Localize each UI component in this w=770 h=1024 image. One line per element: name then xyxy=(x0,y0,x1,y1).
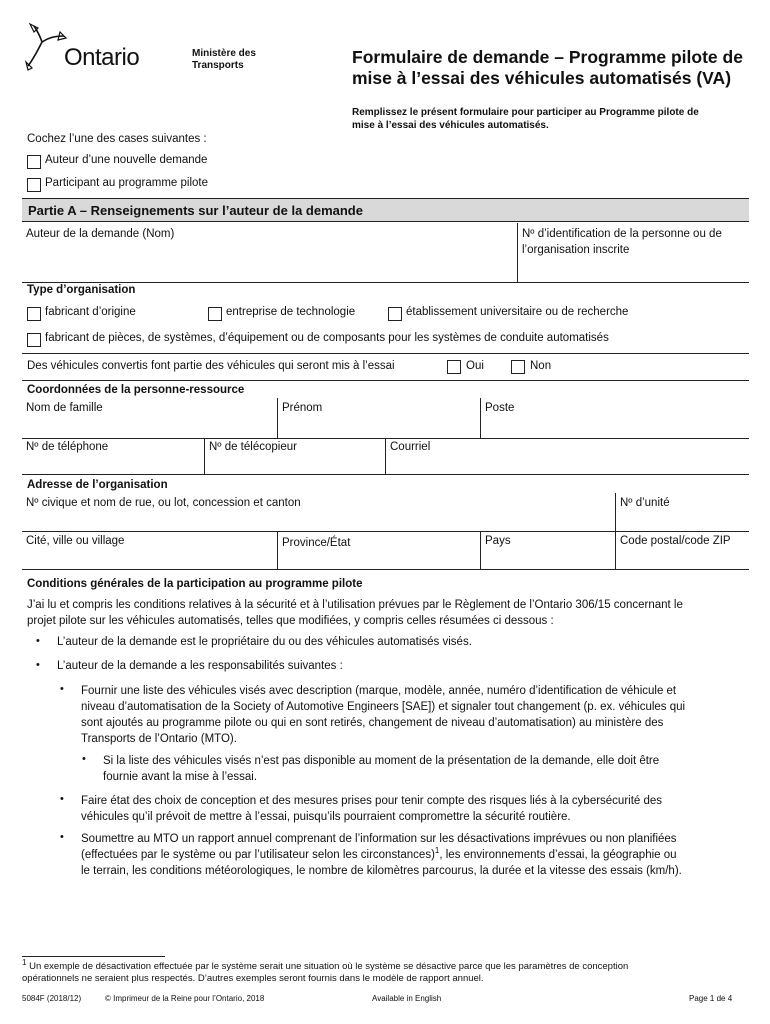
para-text: , les environnements d’essai, la géographie ou xyxy=(439,849,677,861)
org-type-heading: Type d’organisation xyxy=(27,284,136,296)
converted-yes-label: Oui xyxy=(466,360,484,372)
email-field[interactable] xyxy=(386,438,749,474)
footnote-ref: 1 xyxy=(434,846,440,856)
city-label: Cité, ville ou village xyxy=(26,535,125,547)
para-line: Transports de l’Ontario (MTO). xyxy=(81,733,237,745)
applicant-type-prompt: Cochez l’une des cases suivantes : xyxy=(27,133,207,145)
converted-yes-checkbox[interactable] xyxy=(447,360,461,374)
intro-line: J’ai lu et compris les conditions relatives à la sécurité et à l’utilisation prévues par le Règlement de l’Ontario 306/15 concernant le xyxy=(27,599,683,611)
subtitle-line: Remplissez le présent formulaire pour participer au Programme pilote de xyxy=(352,107,699,118)
first-name-label: Prénom xyxy=(282,402,323,414)
title-line: mise à l’essai des véhicules automatisés (VA) xyxy=(352,68,732,88)
para-text: (effectuées par le système ou par l’utilisateur selon les circonstances) xyxy=(81,849,435,861)
trillium-icon xyxy=(24,22,68,72)
footnote-line xyxy=(22,957,629,973)
new-applicant-label: Auteur d’une nouvelle demande xyxy=(45,154,208,166)
applicant-name-field[interactable] xyxy=(22,223,517,282)
applicant-name-label: Auteur de la demande (Nom) xyxy=(26,228,175,240)
ontario-logo xyxy=(24,22,174,72)
available-in-english: Available in English xyxy=(372,994,442,1003)
registration-id-label: l’organisation inscrite xyxy=(522,244,630,256)
footnote xyxy=(22,957,629,985)
country-field[interactable] xyxy=(481,531,615,569)
logo-wordmark: Ontario xyxy=(64,44,140,71)
position-label: Poste xyxy=(485,402,515,414)
ministry-line: Transports xyxy=(192,60,244,71)
street-label: Nº civique et nom de rue, ou lot, concession et canton xyxy=(26,497,301,509)
registration-id-label: Nº d’identification de la personne ou de xyxy=(522,228,722,240)
conditions-intro xyxy=(27,597,683,629)
position-field[interactable] xyxy=(481,398,749,438)
bullet-icon: • xyxy=(60,793,64,805)
form-subtitle xyxy=(352,106,699,132)
para-line: Fournir une liste des véhicules visés avec description (marque, modèle, année, numéro d’identification de véhicule et xyxy=(81,685,677,697)
province-field[interactable] xyxy=(278,531,480,569)
converted-vehicles-question: Des véhicules convertis font partie des véhicules qui seront mis à l’essai xyxy=(27,360,395,372)
intro-line: projet pilote sur les véhicules automatisés, telles que modifiées, y compris celles résumées ci dessous : xyxy=(27,615,554,627)
copyright: © Imprimeur de la Reine pour l’Ontario, 2018 xyxy=(105,994,265,1003)
province-label: Province/État xyxy=(282,537,351,549)
bullet-icon: • xyxy=(36,659,40,671)
page-number: Page 1 de 4 xyxy=(689,994,733,1003)
para-line: véhicules qu’il prévoit de mettre à l’essai, puisqu’ils pourraient compromettre la sécurité routière. xyxy=(81,811,571,823)
para-line: fournie avant la mise à l’essai. xyxy=(103,771,258,783)
para-line: le terrain, les conditions météorologiques, le nombre de kilomètres parcourus, la durée et la vitesse des essais (km/h). xyxy=(81,865,682,877)
bullet-icon: • xyxy=(60,683,64,695)
conditions-heading: Conditions générales de la participation au programme pilote xyxy=(27,578,363,590)
unit-field[interactable] xyxy=(616,493,749,531)
bullet-icon: • xyxy=(36,635,40,647)
email-label: Courriel xyxy=(390,441,431,453)
bullet-icon: • xyxy=(82,753,86,765)
participant-label: Participant au programme pilote xyxy=(45,177,208,189)
para-line: sont ajoutés au programme pilote ou qui en sont retirés, changement de niveau d’automatisation) au ministère des xyxy=(81,717,664,729)
responsibility-vehicle-list xyxy=(81,683,685,747)
para-line: Soumettre au MTO un rapport annuel comprenant de l’information sur les désactivations imprévues ou non planifiées xyxy=(81,833,677,845)
tech-company-checkbox[interactable] xyxy=(208,307,222,321)
converted-no-checkbox[interactable] xyxy=(511,360,525,374)
condition-responsibilities: L’auteur de la demande a les responsabilités suivantes : xyxy=(57,660,343,672)
postal-code-field[interactable] xyxy=(616,531,749,569)
bullet-icon: • xyxy=(60,831,64,843)
registration-id-field[interactable] xyxy=(518,223,749,282)
tech-company-label: entreprise de technologie xyxy=(226,306,356,318)
new-applicant-checkbox[interactable] xyxy=(27,155,41,169)
footnote-line: opérationnels ne seraient plus respectés. D’autres exemples seront fournis dans le modèle de rapport annuel. xyxy=(22,973,484,984)
postal-code-label: Code postal/code ZIP xyxy=(620,535,731,547)
last-name-label: Nom de famille xyxy=(26,402,103,414)
street-field[interactable] xyxy=(22,493,615,531)
fax-label: Nº de télécopieur xyxy=(209,441,297,453)
university-checkbox[interactable] xyxy=(388,307,402,321)
ministry-line: Ministère des xyxy=(192,48,256,59)
title-line: Formulaire de demande – Programme pilote de xyxy=(352,47,743,67)
parts-manufacturer-label: fabricant de pièces, de systèmes, d’équipement ou de composants pour les systèmes de conduite automatisés xyxy=(45,332,609,344)
footnote-text: Un exemple de désactivation effectuée par le système serait une situation où le système se désactive parce que les paramètres de conception xyxy=(29,961,629,972)
responsibility-list-timing xyxy=(103,753,659,785)
part-a-heading: Partie A – Renseignements sur l’auteur de la demande xyxy=(22,198,749,222)
subtitle-line: mise à l’essai des véhicules automatisés. xyxy=(352,120,549,131)
para-line: niveau d’automatisation de la Society of Automotive Engineers [SAE]) et signaler tout changement (p. ex. véhicules qui xyxy=(81,701,686,713)
university-label: établissement universitaire ou de recherche xyxy=(406,306,629,318)
para-line: Si la liste des véhicules visés n’est pas disponible au moment de la présentation de la demande, elle doit être xyxy=(103,755,660,767)
fax-field[interactable] xyxy=(205,438,385,474)
contact-heading: Coordonnées de la personne-ressource xyxy=(27,384,245,396)
para-line xyxy=(81,847,682,863)
phone-label: Nº de téléphone xyxy=(26,441,109,453)
oem-label: fabricant d’origine xyxy=(45,306,136,318)
address-heading: Adresse de l’organisation xyxy=(27,479,168,491)
converted-no-label: Non xyxy=(530,360,552,372)
oem-checkbox[interactable] xyxy=(27,307,41,321)
first-name-field[interactable] xyxy=(278,398,480,438)
city-field[interactable] xyxy=(22,531,277,569)
form-title xyxy=(352,47,743,89)
participant-checkbox[interactable] xyxy=(27,178,41,192)
unit-label: Nº d’unité xyxy=(620,497,670,509)
para-line: Faire état des choix de conception et des mesures prises pour tenir compte des risques liés à la cybersécurité des xyxy=(81,795,663,807)
last-name-field[interactable] xyxy=(22,398,277,438)
ministry-name xyxy=(192,48,256,72)
footnote-number: 1 xyxy=(22,957,27,967)
form-number: 5084F (2018/12) xyxy=(22,994,82,1003)
country-label: Pays xyxy=(485,535,511,547)
condition-owner: L’auteur de la demande est le propriétaire du ou des véhicules automatisés visés. xyxy=(57,636,472,648)
responsibility-annual-report xyxy=(81,831,682,879)
responsibility-cybersecurity xyxy=(81,793,662,825)
parts-manufacturer-checkbox[interactable] xyxy=(27,333,41,347)
phone-field[interactable] xyxy=(22,438,204,474)
